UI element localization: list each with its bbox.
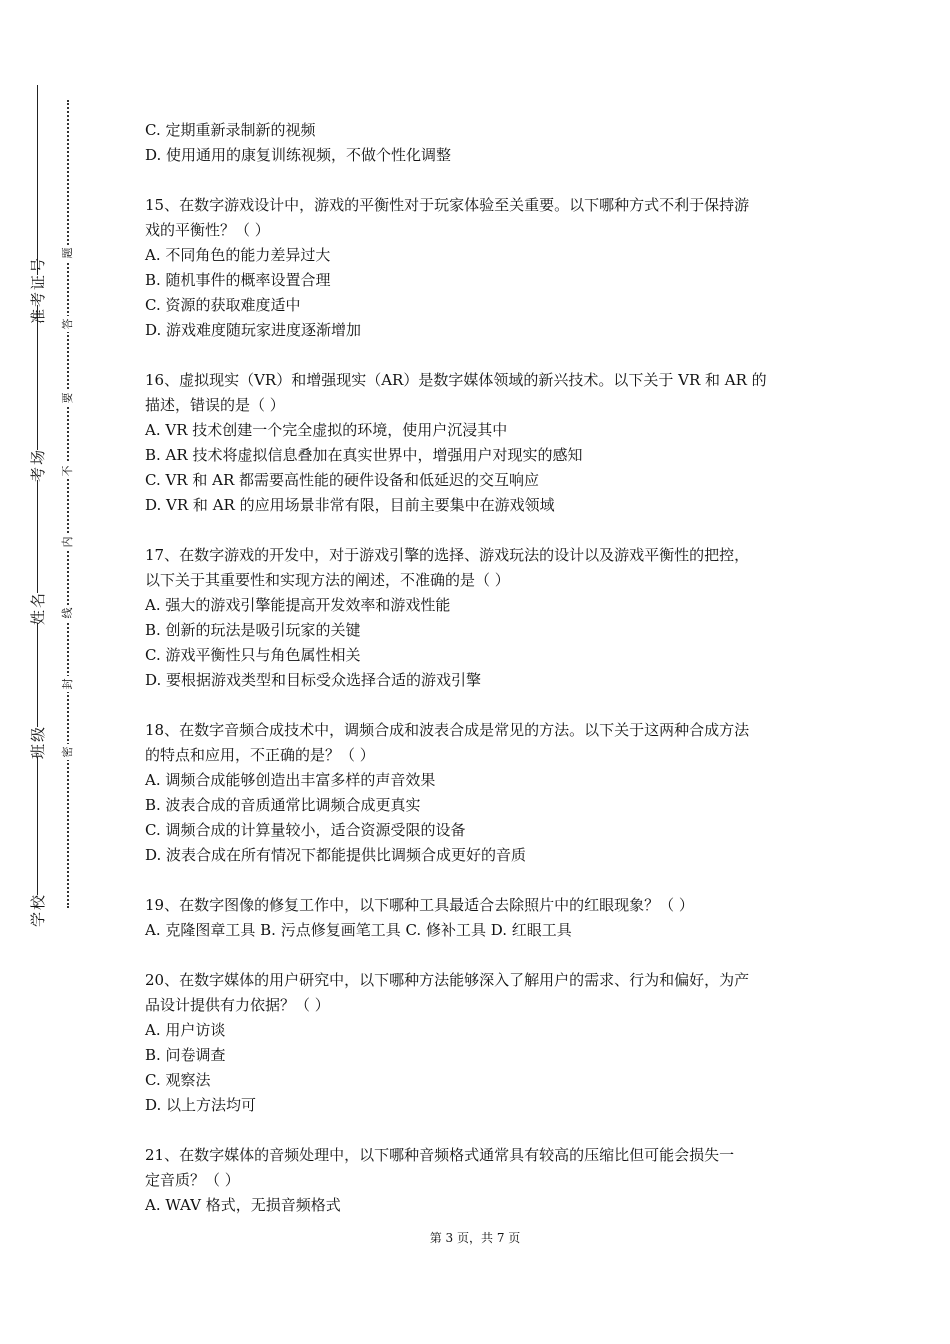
seal-char: 密 — [59, 744, 75, 760]
seal-char: 答 — [59, 316, 75, 332]
question-stem: 17、在数字游戏的开发中，对于游戏引擎的选择、游戏玩法的设计以及游戏平衡性的把控， — [145, 546, 750, 564]
option: A. 强大的游戏引擎能提高开发效率和游戏性能 — [145, 596, 451, 614]
question-stem: 的特点和应用，不正确的是？（ ） — [145, 746, 375, 764]
question-14-tail — [145, 118, 810, 168]
field-school: 学校 — [7, 895, 67, 925]
question-stem: 定音质？（ ） — [145, 1171, 240, 1189]
option: D. 游戏难度随玩家进度逐渐增加 — [145, 321, 362, 339]
seal-char: 封 — [59, 676, 75, 692]
field-exam-number: 准考证号 — [7, 275, 67, 305]
question-stem: 19、在数字图像的修复工作中，以下哪种工具最适合去除照片中的红眼现象？（ ） — [145, 896, 694, 914]
binding-solid-line — [37, 85, 38, 907]
seal-char: 线 — [59, 605, 75, 621]
option: D. 要根据游戏类型和目标受众选择合适的游戏引擎 — [145, 671, 482, 689]
seal-char: 不 — [59, 463, 75, 479]
seal-char: 题 — [59, 245, 75, 261]
question-21 — [145, 1143, 810, 1218]
question-stem: 16、虚拟现实（VR）和增强现实（AR）是数字媒体领域的新兴技术。以下关于 VR 和 AR 的 — [145, 371, 767, 389]
option: B. 创新的玩法是吸引玩家的关键 — [145, 621, 361, 639]
option: A. 用户访谈 — [145, 1021, 226, 1039]
seal-dotted-line — [67, 100, 69, 908]
question-17 — [145, 543, 810, 693]
question-stem: 20、在数字媒体的用户研究中，以下哪种方法能够深入了解用户的需求、行为和偏好，为产 — [145, 971, 750, 989]
question-20 — [145, 968, 810, 1118]
question-stem: 21、在数字媒体的音频处理中，以下哪种音频格式通常具有较高的压缩比但可能会损失一 — [145, 1146, 735, 1164]
option: C. 定期重新录制新的视频 — [145, 121, 316, 139]
question-stem: 戏的平衡性？（ ） — [145, 221, 270, 239]
option: C. 观察法 — [145, 1071, 211, 1089]
option: A. VR 技术创建一个完全虚拟的环境，使用户沉浸其中 — [145, 421, 508, 439]
question-stem: 以下关于其重要性和实现方法的阐述，不准确的是（ ） — [145, 571, 510, 589]
option: D. 波表合成在所有情况下都能提供比调频合成更好的音质 — [145, 846, 527, 864]
option: B. 随机事件的概率设置合理 — [145, 271, 331, 289]
option: D. 以上方法均可 — [145, 1096, 257, 1114]
seal-char: 要 — [59, 390, 75, 406]
question-stem: 18、在数字音频合成技术中，调频合成和波表合成是常见的方法。以下关于这两种合成方法 — [145, 721, 750, 739]
option: C. 游戏平衡性只与角色属性相关 — [145, 646, 361, 664]
binding-margin — [0, 0, 110, 1344]
option: A. 调频合成能够创造出丰富多样的声音效果 — [145, 771, 436, 789]
page-footer: 第 3 页，共 7 页 — [429, 1231, 521, 1245]
option: D. VR 和 AR 的应用场景非常有限，目前主要集中在游戏领域 — [145, 496, 555, 514]
seal-char: 内 — [59, 534, 75, 550]
question-stem: 品设计提供有力依据？（ ） — [145, 996, 330, 1014]
option: D. 使用通用的康复训练视频，不做个性化调整 — [145, 146, 452, 164]
question-18 — [145, 718, 810, 868]
question-stem: 15、在数字游戏设计中，游戏的平衡性对于玩家体验至关重要。以下哪种方式不利于保持游 — [145, 196, 750, 214]
question-16 — [145, 368, 810, 518]
option-row: A. 克隆图章工具 B. 污点修复画笔工具 C. 修补工具 D. 红眼工具 — [145, 921, 572, 939]
option: C. 资源的获取难度适中 — [145, 296, 301, 314]
question-15 — [145, 193, 810, 343]
option: B. 波表合成的音质通常比调频合成更真实 — [145, 796, 421, 814]
field-class: 班级 — [7, 727, 67, 757]
option: A. 不同角色的能力差异过大 — [145, 246, 331, 264]
option: B. 问卷调查 — [145, 1046, 226, 1064]
option: A. WAV 格式，无损音频格式 — [145, 1196, 341, 1214]
field-name: 姓名 — [7, 593, 67, 623]
question-19 — [145, 893, 810, 943]
question-list — [145, 118, 810, 1218]
field-exam-room: 考场 — [7, 450, 67, 480]
option: B. AR 技术将虚拟信息叠加在真实世界中，增强用户对现实的感知 — [145, 446, 583, 464]
option: C. VR 和 AR 都需要高性能的硬件设备和低延迟的交互响应 — [145, 471, 540, 489]
question-stem: 描述，错误的是（ ） — [145, 396, 285, 414]
option: C. 调频合成的计算量较小，适合资源受限的设备 — [145, 821, 466, 839]
